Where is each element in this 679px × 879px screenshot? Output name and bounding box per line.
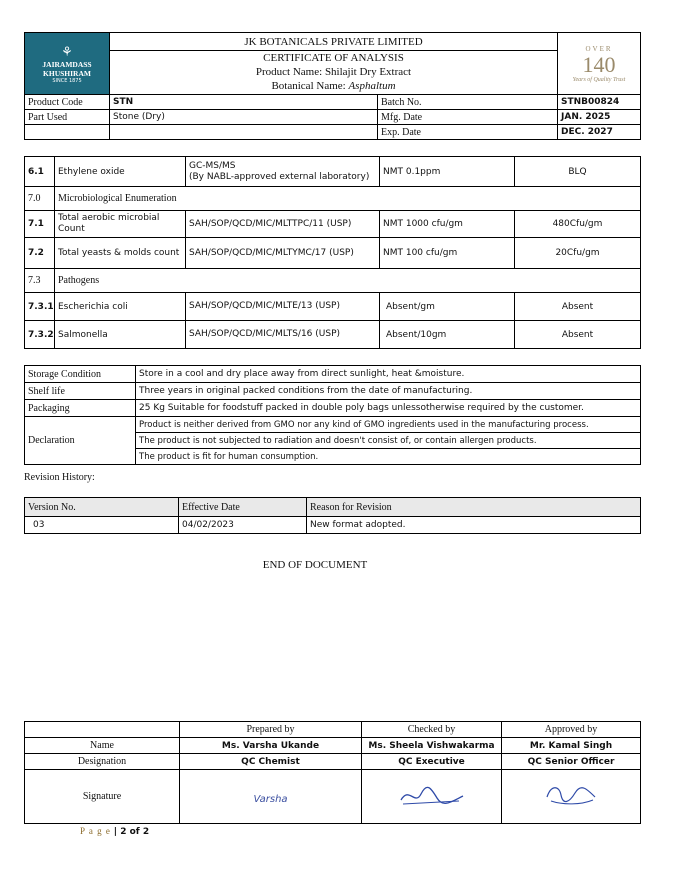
checked-by-header: Checked by: [362, 722, 502, 738]
test-parameter: Salmonella: [55, 321, 186, 349]
section-title: Pathogens: [55, 269, 641, 293]
test-parameter: Escherichia coli: [55, 293, 186, 321]
declaration-line: Product is neither derived from GMO nor any kind of GMO ingredients used in the manufacturing process.: [136, 417, 641, 433]
product-code-value: STN: [110, 95, 378, 110]
test-method: SAH/SOP/QCD/MIC/MLTS/16 (USP): [186, 321, 380, 349]
declaration-label: Declaration: [25, 417, 136, 465]
preparer-signature-text: Varsha: [253, 794, 288, 805]
revision-header-date: Effective Date: [179, 498, 307, 517]
product-name-label: Product Name:: [255, 65, 325, 78]
logo-line3: SINCE 1875: [52, 78, 82, 84]
test-method: SAH/SOP/QCD/MIC/MLTTPC/11 (USP): [186, 211, 380, 238]
storage-value: Store in a cool and dry place away from direct sunlight, heat &moisture.: [136, 366, 641, 383]
test-no: 7.2: [25, 238, 55, 269]
page-number: | 2 of 2: [113, 827, 150, 837]
header-table: [24, 32, 641, 95]
test-result: BLQ: [515, 157, 641, 187]
batch-no-value: STNB00824: [558, 95, 641, 110]
test-result: 480Cfu/gm: [515, 211, 641, 238]
section-row: [25, 269, 641, 293]
test-parameter: Ethylene oxide: [55, 157, 186, 187]
test-spec: NMT 0.1ppm: [380, 157, 515, 187]
revision-history-heading: Revision History:: [24, 472, 95, 483]
mfg-date-value: JAN. 2025: [558, 110, 641, 125]
revision-header-reason: Reason for Revision: [307, 498, 641, 517]
packaging-value: 25 Kg Suitable for foodstuff packed in double poly bags unlessotherwise required by the customer.: [136, 400, 641, 417]
test-parameter: Total aerobic microbial Count: [55, 211, 186, 238]
title-block: [110, 33, 558, 95]
test-result: 20Cfu/gm: [515, 238, 641, 269]
test-spec: Absent/gm: [380, 293, 515, 321]
seal-bottom-text: Years of Quality Trust: [572, 77, 626, 83]
approved-by-header: Approved by: [502, 722, 641, 738]
seal-top-text: OVER: [585, 45, 613, 53]
botanical-name: Asphaltum: [348, 79, 396, 92]
test-spec: NMT 100 cfu/gm: [380, 238, 515, 269]
page-footer: [80, 826, 149, 837]
empty-cell: [25, 722, 180, 738]
botanical-name-label: Botanical Name:: [271, 79, 349, 92]
exp-date-label: Exp. Date: [378, 125, 558, 140]
section-row: [25, 187, 641, 211]
logo-emblem-icon: ⚘: [61, 45, 73, 60]
batch-no-label: Batch No.: [378, 95, 558, 110]
test-spec: NMT 1000 cfu/gm: [380, 211, 515, 238]
document-title: CERTIFICATE OF ANALYSIS: [263, 51, 404, 64]
section-title: Microbiological Enumeration: [55, 187, 641, 211]
checker-signature: [362, 770, 502, 824]
table-row: [25, 321, 641, 349]
test-no: 7.3.1: [25, 293, 55, 321]
revision-header-version: Version No.: [25, 498, 179, 517]
product-info-table: [24, 94, 641, 140]
preparer-signature: [180, 770, 362, 824]
test-no: 7.1: [25, 211, 55, 238]
revision-version: 03: [25, 517, 179, 534]
approver-signature-mark: [541, 781, 601, 809]
heritage-seal: [558, 33, 641, 95]
empty-cell: [110, 125, 378, 140]
page-label: P a g e: [80, 826, 111, 836]
revision-reason: New format adopted.: [307, 517, 641, 534]
product-name: Shilajit Dry Extract: [324, 65, 412, 78]
approver-designation: QC Senior Officer: [502, 754, 641, 770]
shelf-life-label: Shelf life: [25, 383, 136, 400]
packaging-label: Packaging: [25, 400, 136, 417]
product-name-line: [110, 65, 557, 79]
test-result: Absent: [515, 293, 641, 321]
checker-designation: QC Executive: [362, 754, 502, 770]
storage-label: Storage Condition: [25, 366, 136, 383]
part-used-label: Part Used: [25, 110, 110, 125]
empty-cell: [25, 125, 110, 140]
test-method: SAH/SOP/QCD/MIC/MLTYMC/17 (USP): [186, 238, 380, 269]
declaration-line: The product is not subjected to radiation and doesn't consist of, or contain allergen products.: [136, 433, 641, 449]
checker-signature-mark: [397, 780, 467, 810]
test-result: Absent: [515, 321, 641, 349]
test-method: GC-MS/MS (By NABL-approved external laboratory): [186, 157, 380, 187]
approver-name: Mr. Kamal Singh: [502, 738, 641, 754]
test-no: 6.1: [25, 157, 55, 187]
company-name: JK BOTANICALS PRIVATE LIMITED: [110, 35, 557, 51]
table-row: [25, 157, 641, 187]
table-row: [25, 517, 641, 534]
name-label: Name: [25, 738, 180, 754]
botanical-name-line: [110, 79, 557, 93]
product-code-label: Product Code: [25, 95, 110, 110]
section-no: 7.0: [25, 187, 55, 211]
seal-number: 140: [582, 52, 616, 77]
table-row: [25, 293, 641, 321]
test-spec: Absent/10gm: [380, 321, 515, 349]
signature-label: Signature: [25, 770, 180, 824]
test-results-table: [24, 156, 641, 349]
logo-line1: JAIRAMDASS: [42, 60, 92, 69]
revision-date: 04/02/2023: [179, 517, 307, 534]
storage-info-table: [24, 365, 641, 465]
section-no: 7.3: [25, 269, 55, 293]
end-of-document: END OF DOCUMENT: [262, 559, 368, 571]
test-method: SAH/SOP/QCD/MIC/MLTE/13 (USP): [186, 293, 380, 321]
company-logo: [25, 33, 110, 95]
mfg-date-label: Mfg. Date: [378, 110, 558, 125]
preparer-name: Ms. Varsha Ukande: [180, 738, 362, 754]
signoff-table: [24, 721, 641, 824]
logo-line2: KHUSHIRAM: [43, 69, 91, 78]
test-no: 7.3.2: [25, 321, 55, 349]
declaration-line: The product is fit for human consumption.: [136, 449, 641, 465]
designation-label: Designation: [25, 754, 180, 770]
prepared-by-header: Prepared by: [180, 722, 362, 738]
test-parameter: Total yeasts & molds count: [55, 238, 186, 269]
checker-name: Ms. Sheela Vishwakarma: [362, 738, 502, 754]
exp-date-value: DEC. 2027: [558, 125, 641, 140]
preparer-designation: QC Chemist: [180, 754, 362, 770]
shelf-life-value: Three years in original packed conditions from the date of manufacturing.: [136, 383, 641, 400]
table-row: [25, 211, 641, 238]
table-row: [25, 238, 641, 269]
part-used-value: Stone (Dry): [110, 110, 378, 125]
revision-table: [24, 497, 641, 534]
approver-signature: [502, 770, 641, 824]
